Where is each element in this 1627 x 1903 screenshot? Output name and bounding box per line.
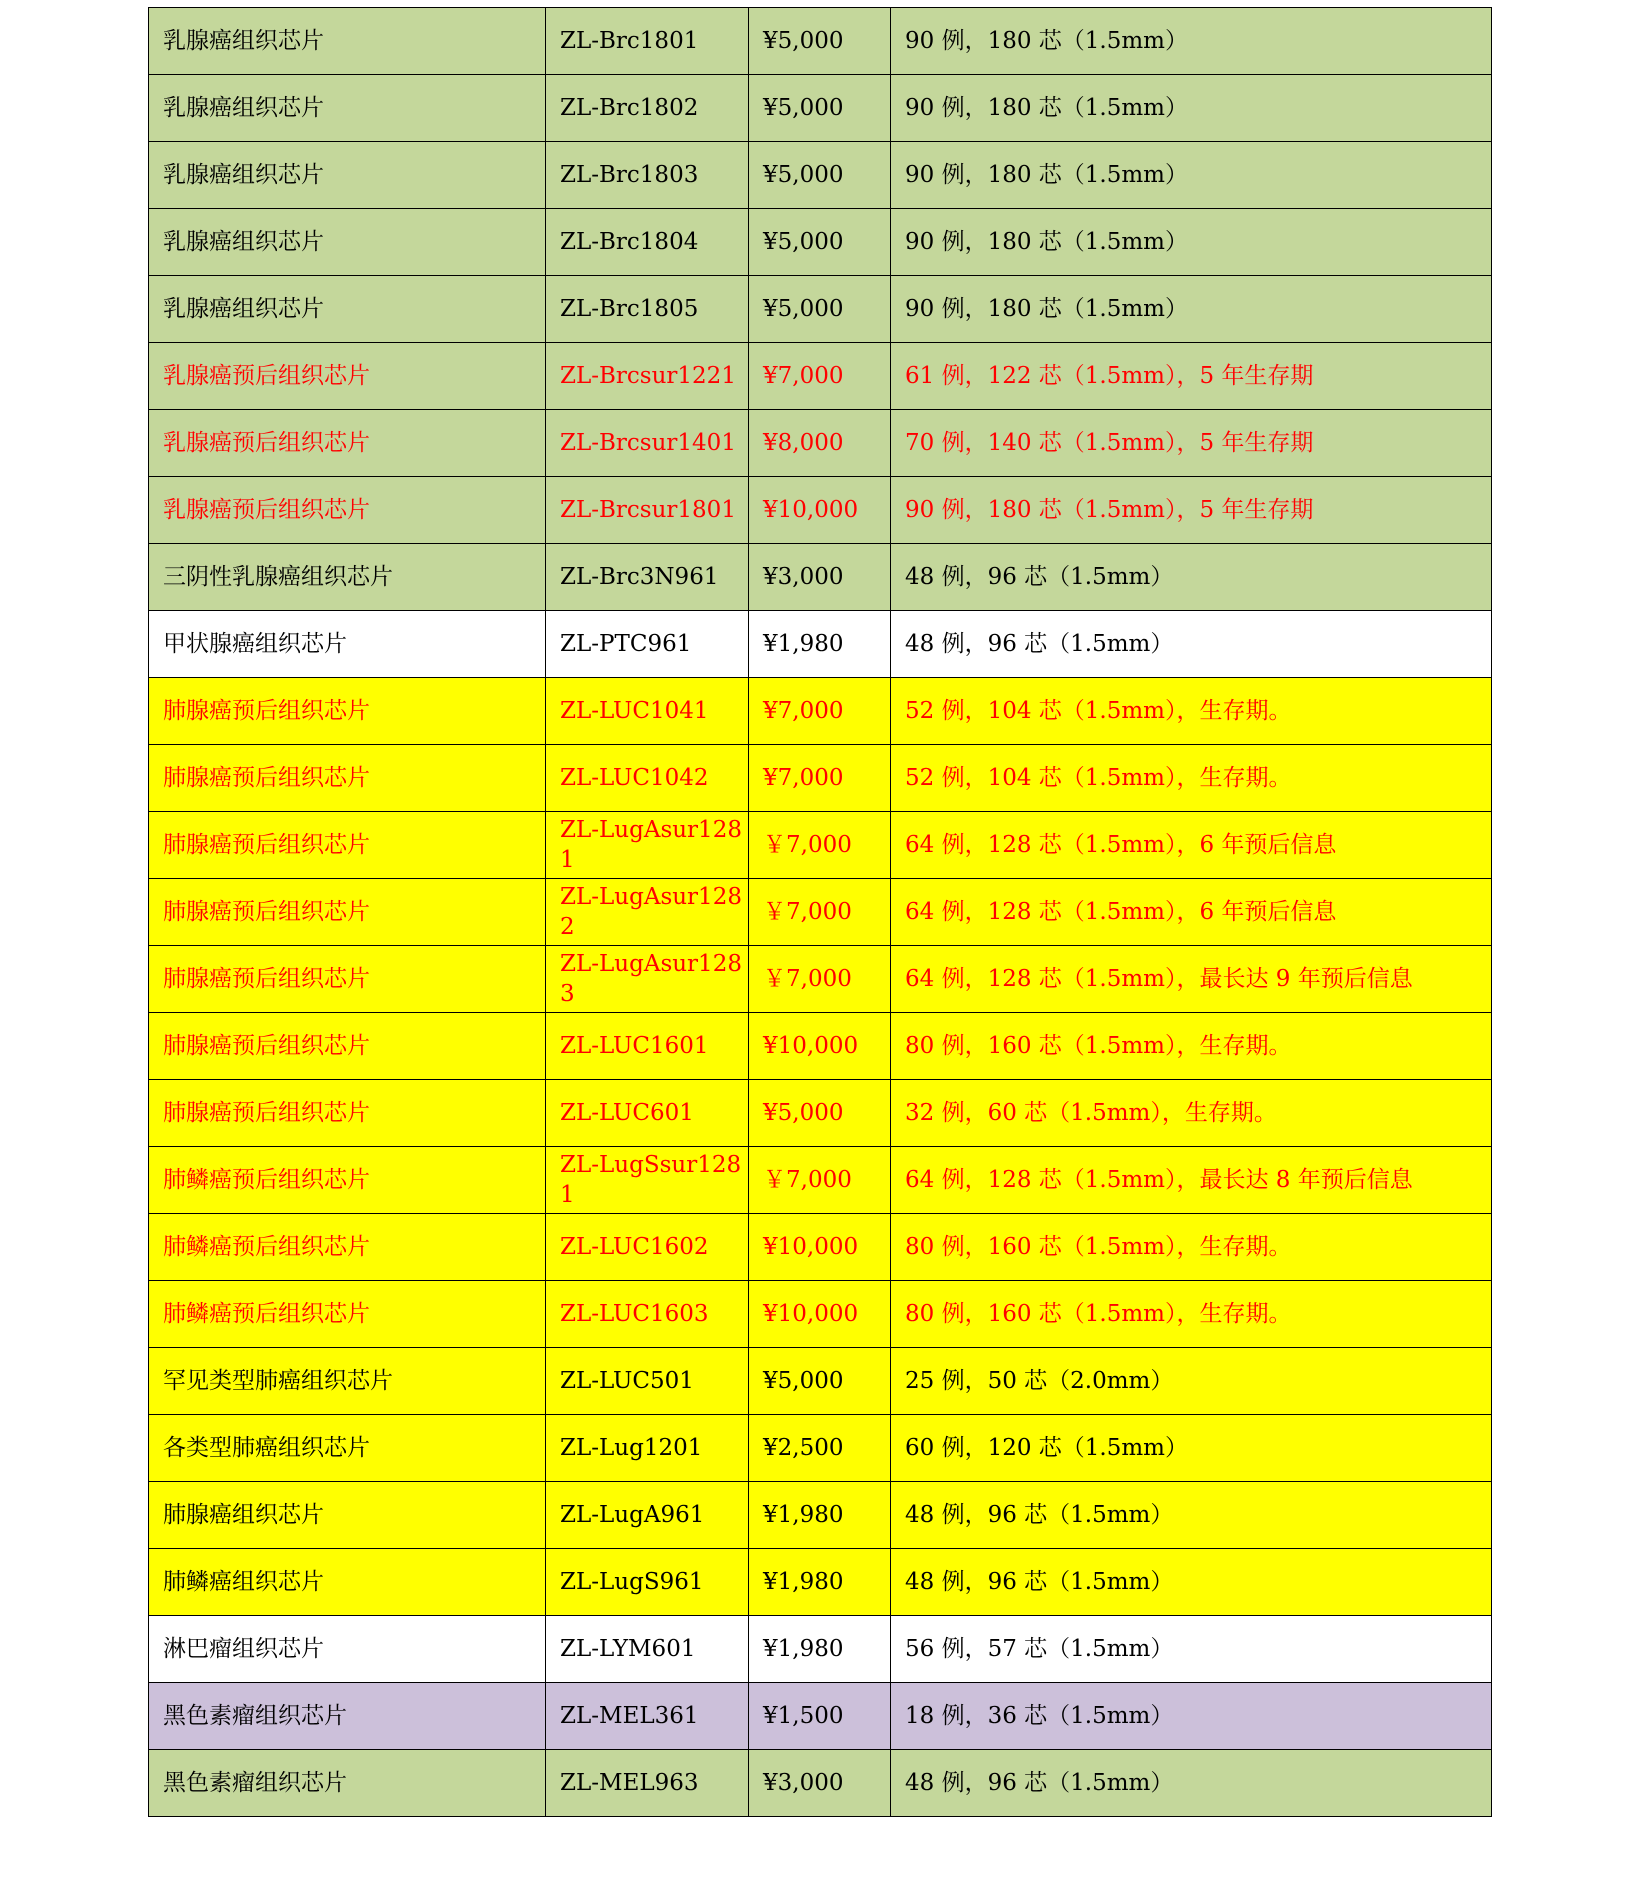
price-cell: ¥10,000	[749, 1013, 891, 1080]
table-row	[149, 1348, 1492, 1415]
product-name-cell: 罕见类型肺癌组织芯片	[149, 1348, 546, 1415]
table-row	[149, 1683, 1492, 1750]
description-cell: 90 例，180 芯（1.5mm）	[891, 75, 1492, 142]
product-name-cell: 乳腺癌组织芯片	[149, 209, 546, 276]
price-cell: ¥7,000	[749, 745, 891, 812]
price-cell: ￥7,000	[749, 946, 891, 1013]
product-code-cell: ZL-Brc1805	[546, 276, 749, 343]
product-code-cell: ZL-Brc3N961	[546, 544, 749, 611]
product-name-cell: 乳腺癌预后组织芯片	[149, 477, 546, 544]
description-cell: 18 例，36 芯（1.5mm）	[891, 1683, 1492, 1750]
description-cell: 32 例，60 芯（1.5mm），生存期。	[891, 1080, 1492, 1147]
product-name-cell: 肺腺癌预后组织芯片	[149, 879, 546, 946]
product-code-cell: ZL-PTC961	[546, 611, 749, 678]
description-cell: 60 例，120 芯（1.5mm）	[891, 1415, 1492, 1482]
product-code-cell: ZL-LugAsur1283	[546, 946, 749, 1013]
product-code-cell: ZL-LUC1602	[546, 1214, 749, 1281]
price-cell: ¥1,980	[749, 1482, 891, 1549]
description-cell: 64 例，128 芯（1.5mm），6 年预后信息	[891, 879, 1492, 946]
table-row	[149, 343, 1492, 410]
product-name-cell: 肺腺癌预后组织芯片	[149, 812, 546, 879]
price-cell: ¥1,980	[749, 611, 891, 678]
product-name-cell: 肺腺癌预后组织芯片	[149, 1080, 546, 1147]
description-cell: 48 例，96 芯（1.5mm）	[891, 1549, 1492, 1616]
table-row	[149, 75, 1492, 142]
table-row	[149, 410, 1492, 477]
price-cell: ¥1,980	[749, 1616, 891, 1683]
table-row	[149, 812, 1492, 879]
price-cell: ¥5,000	[749, 1348, 891, 1415]
product-name-cell: 肺腺癌预后组织芯片	[149, 678, 546, 745]
price-cell: ¥5,000	[749, 8, 891, 75]
table-row	[149, 1415, 1492, 1482]
product-name-cell: 乳腺癌组织芯片	[149, 142, 546, 209]
description-cell: 80 例，160 芯（1.5mm），生存期。	[891, 1214, 1492, 1281]
product-code-cell: ZL-Brc1801	[546, 8, 749, 75]
product-name-cell: 乳腺癌组织芯片	[149, 8, 546, 75]
price-cell: ¥3,000	[749, 544, 891, 611]
product-name-cell: 肺腺癌预后组织芯片	[149, 946, 546, 1013]
product-name-cell: 肺鳞癌预后组织芯片	[149, 1214, 546, 1281]
product-code-cell: ZL-LUC1601	[546, 1013, 749, 1080]
table-row	[149, 209, 1492, 276]
description-cell: 90 例，180 芯（1.5mm）	[891, 209, 1492, 276]
product-name-cell: 肺鳞癌预后组织芯片	[149, 1281, 546, 1348]
description-cell: 80 例，160 芯（1.5mm），生存期。	[891, 1281, 1492, 1348]
price-cell: ¥5,000	[749, 209, 891, 276]
description-cell: 48 例，96 芯（1.5mm）	[891, 1482, 1492, 1549]
table-row	[149, 477, 1492, 544]
product-code-cell: ZL-LYM601	[546, 1616, 749, 1683]
price-cell: ¥8,000	[749, 410, 891, 477]
product-code-cell: ZL-MEL361	[546, 1683, 749, 1750]
product-code-cell: ZL-Brc1803	[546, 142, 749, 209]
product-code-cell: ZL-LUC1041	[546, 678, 749, 745]
price-cell: ¥5,000	[749, 276, 891, 343]
table-row	[149, 544, 1492, 611]
price-cell: ¥7,000	[749, 343, 891, 410]
product-code-cell: ZL-LugA961	[546, 1482, 749, 1549]
table-row	[149, 1281, 1492, 1348]
table-row	[149, 276, 1492, 343]
table-row	[149, 1616, 1492, 1683]
price-cell: ￥7,000	[749, 812, 891, 879]
product-name-cell: 淋巴瘤组织芯片	[149, 1616, 546, 1683]
table-body	[149, 8, 1492, 1817]
description-cell: 56 例，57 芯（1.5mm）	[891, 1616, 1492, 1683]
price-cell: ¥5,000	[749, 75, 891, 142]
product-name-cell: 甲状腺癌组织芯片	[149, 611, 546, 678]
product-code-cell: ZL-MEL963	[546, 1750, 749, 1817]
product-name-cell: 黑色素瘤组织芯片	[149, 1750, 546, 1817]
product-name-cell: 各类型肺癌组织芯片	[149, 1415, 546, 1482]
description-cell: 61 例，122 芯（1.5mm），5 年生存期	[891, 343, 1492, 410]
table-row	[149, 879, 1492, 946]
product-code-cell: ZL-LUC1042	[546, 745, 749, 812]
description-cell: 48 例，96 芯（1.5mm）	[891, 611, 1492, 678]
table-row	[149, 1482, 1492, 1549]
product-code-cell: ZL-LugS961	[546, 1549, 749, 1616]
product-code-cell: ZL-Lug1201	[546, 1415, 749, 1482]
table-row	[149, 678, 1492, 745]
product-code-cell: ZL-Brcsur1221	[546, 343, 749, 410]
product-code-cell: ZL-LUC501	[546, 1348, 749, 1415]
table-row	[149, 142, 1492, 209]
description-cell: 90 例，180 芯（1.5mm）	[891, 8, 1492, 75]
table-row	[149, 1214, 1492, 1281]
table-row	[149, 1080, 1492, 1147]
price-cell: ¥1,980	[749, 1549, 891, 1616]
product-code-cell: ZL-Brc1802	[546, 75, 749, 142]
product-name-cell: 三阴性乳腺癌组织芯片	[149, 544, 546, 611]
price-cell: ￥7,000	[749, 879, 891, 946]
price-cell: ¥10,000	[749, 1214, 891, 1281]
table-row	[149, 1750, 1492, 1817]
product-name-cell: 乳腺癌组织芯片	[149, 75, 546, 142]
description-cell: 70 例，140 芯（1.5mm），5 年生存期	[891, 410, 1492, 477]
price-cell: ¥5,000	[749, 1080, 891, 1147]
table-row	[149, 745, 1492, 812]
product-code-cell: ZL-LugSsur1281	[546, 1147, 749, 1214]
price-cell: ¥7,000	[749, 678, 891, 745]
product-code-cell: ZL-LugAsur1282	[546, 879, 749, 946]
table-row	[149, 611, 1492, 678]
description-cell: 48 例，96 芯（1.5mm）	[891, 1750, 1492, 1817]
price-cell: ¥10,000	[749, 1281, 891, 1348]
product-code-cell: ZL-Brc1804	[546, 209, 749, 276]
description-cell: 64 例，128 芯（1.5mm），最长达 9 年预后信息	[891, 946, 1492, 1013]
table-row	[149, 1013, 1492, 1080]
table-row	[149, 8, 1492, 75]
description-cell: 90 例，180 芯（1.5mm）	[891, 142, 1492, 209]
product-name-cell: 乳腺癌组织芯片	[149, 276, 546, 343]
product-name-cell: 肺鳞癌预后组织芯片	[149, 1147, 546, 1214]
price-cell: ¥10,000	[749, 477, 891, 544]
product-name-cell: 乳腺癌预后组织芯片	[149, 343, 546, 410]
product-name-cell: 乳腺癌预后组织芯片	[149, 410, 546, 477]
product-code-cell: ZL-LUC1603	[546, 1281, 749, 1348]
price-cell: ¥5,000	[749, 142, 891, 209]
product-name-cell: 肺腺癌组织芯片	[149, 1482, 546, 1549]
product-name-cell: 肺腺癌预后组织芯片	[149, 1013, 546, 1080]
product-code-cell: ZL-LugAsur1281	[546, 812, 749, 879]
product-code-cell: ZL-LUC601	[546, 1080, 749, 1147]
description-cell: 80 例，160 芯（1.5mm），生存期。	[891, 1013, 1492, 1080]
table-row	[149, 1147, 1492, 1214]
description-cell: 90 例，180 芯（1.5mm）	[891, 276, 1492, 343]
description-cell: 90 例，180 芯（1.5mm），5 年生存期	[891, 477, 1492, 544]
description-cell: 52 例，104 芯（1.5mm），生存期。	[891, 745, 1492, 812]
price-cell: ¥1,500	[749, 1683, 891, 1750]
product-name-cell: 黑色素瘤组织芯片	[149, 1683, 546, 1750]
price-cell: ￥7,000	[749, 1147, 891, 1214]
product-code-cell: ZL-Brcsur1801	[546, 477, 749, 544]
description-cell: 64 例，128 芯（1.5mm），6 年预后信息	[891, 812, 1492, 879]
description-cell: 48 例，96 芯（1.5mm）	[891, 544, 1492, 611]
table-row	[149, 1549, 1492, 1616]
description-cell: 64 例，128 芯（1.5mm），最长达 8 年预后信息	[891, 1147, 1492, 1214]
price-cell: ¥3,000	[749, 1750, 891, 1817]
product-name-cell: 肺腺癌预后组织芯片	[149, 745, 546, 812]
price-cell: ¥2,500	[749, 1415, 891, 1482]
product-code-cell: ZL-Brcsur1401	[546, 410, 749, 477]
tissue-array-price-table	[148, 7, 1492, 1817]
description-cell: 52 例，104 芯（1.5mm），生存期。	[891, 678, 1492, 745]
description-cell: 25 例，50 芯（2.0mm）	[891, 1348, 1492, 1415]
table-row	[149, 946, 1492, 1013]
product-name-cell: 肺鳞癌组织芯片	[149, 1549, 546, 1616]
